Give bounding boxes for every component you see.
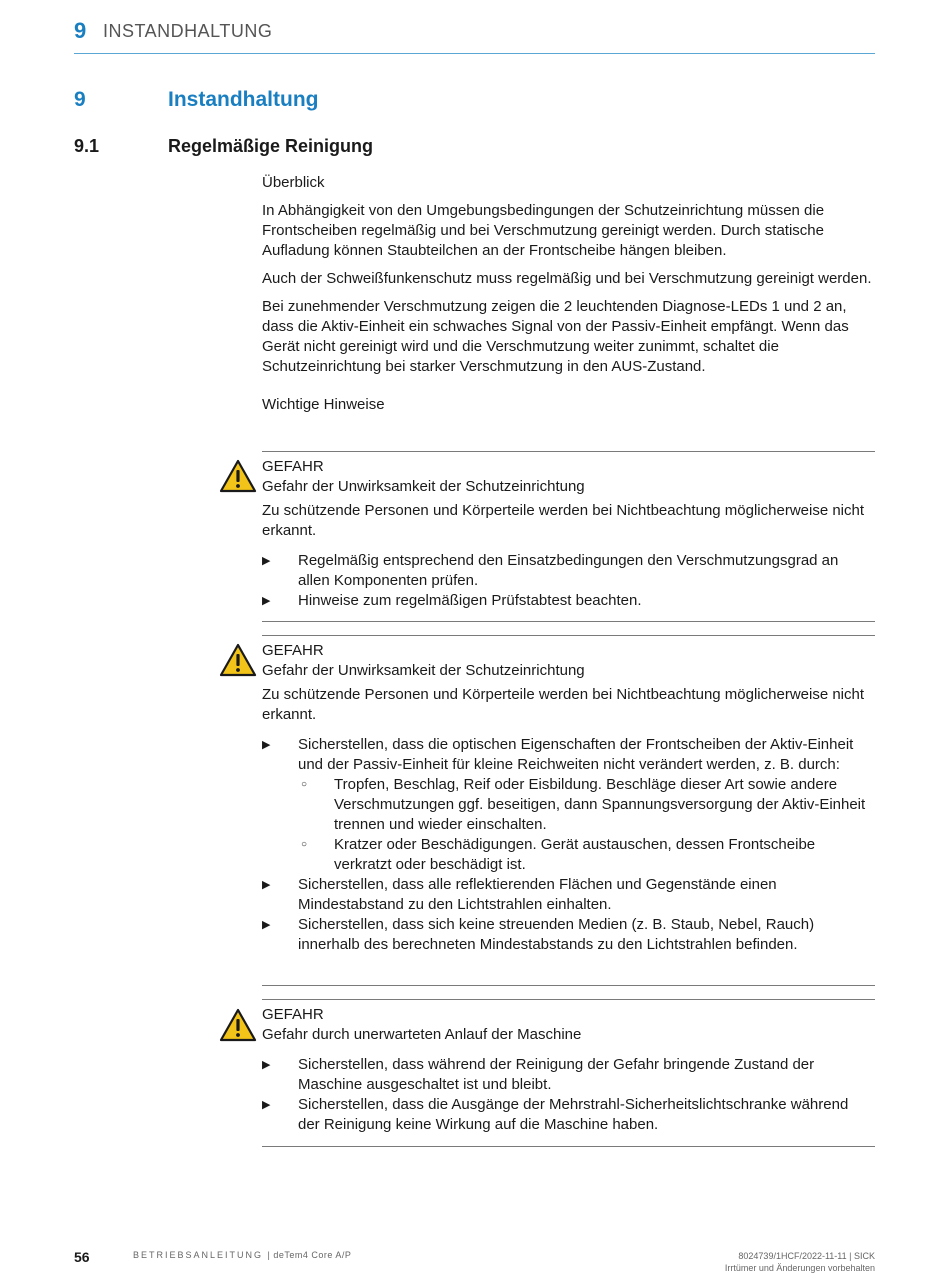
list-item: ▶ Sicherstellen, dass sich keine streuenden Medien (z. B. Staub, Nebel, Rauch) innerhalb des berechneten Mindestabstands zu den Lichtstrahlen befinden. bbox=[262, 915, 874, 955]
overview-paragraph: In Abhängigkeit von den Umgebungsbedingungen der Schutzeinrichtung müssen die Frontscheiben regelmäßig und bei Verschmutzung gereinigt werden. Durch statische Aufladung können Staubteilchen an der Frontscheibe hängen bleiben. bbox=[262, 202, 825, 259]
warning-divider bbox=[262, 1146, 875, 1147]
footer-right bbox=[725, 1250, 875, 1274]
warning-divider bbox=[262, 635, 875, 636]
warning-title: Gefahr der Unwirksamkeit der Schutzeinrichtung bbox=[262, 662, 585, 679]
list-item bbox=[262, 735, 874, 875]
heading2-title: Regelmäßige Reinigung bbox=[168, 136, 374, 156]
page-number: 56 bbox=[74, 1249, 90, 1265]
list-item: ▶ Regelmäßig entsprechend den Einsatzbedingungen den Verschmutzungsgrad an allen Komponenten prüfen. bbox=[262, 551, 874, 591]
warning-title: Gefahr durch unerwarteten Anlauf der Maschine bbox=[262, 1026, 582, 1043]
warning-divider bbox=[262, 451, 875, 452]
warning-box bbox=[262, 457, 874, 611]
warning-title: Gefahr der Unwirksamkeit der Schutzeinrichtung bbox=[262, 478, 585, 495]
footer-doc-id: 8024739/1HCF/2022-11-11 | SICK bbox=[738, 1251, 875, 1261]
warning-box bbox=[262, 1005, 874, 1135]
warning-box bbox=[262, 641, 874, 955]
warning-triangle-icon bbox=[219, 1008, 257, 1042]
warning-triangle-icon bbox=[219, 459, 257, 493]
notes-title: Wichtige Hinweise bbox=[262, 396, 385, 413]
header-divider bbox=[74, 53, 875, 54]
chapter-title: INSTANDHALTUNG bbox=[103, 21, 273, 41]
footer-product: | deTem4 Core A/P bbox=[267, 1250, 352, 1260]
heading1-title: Instandhaltung bbox=[168, 88, 319, 111]
warning-label: GEFAHR bbox=[262, 458, 324, 475]
list-item: ▶ Sicherstellen, dass alle reflektierenden Flächen und Gegenstände einen Mindestabstand zu den Lichtstrahlen einhalten. bbox=[262, 875, 874, 915]
sub-list-item: ○ Tropfen, Beschlag, Reif oder Eisbildung. Beschläge dieser Art sowie andere Verschmutzungen ggf. beseitigen, dann Spannungsversorgung der Aktiv-Einheit trennen und wieder einschalten. bbox=[298, 775, 874, 835]
warning-label: GEFAHR bbox=[262, 642, 324, 659]
warning-divider bbox=[262, 621, 875, 622]
chapter-number: 9 bbox=[74, 18, 87, 43]
footer-doc-info bbox=[133, 1250, 351, 1260]
list-item: ▶ Hinweise zum regelmäßigen Prüfstabtest beachten. bbox=[262, 591, 874, 611]
warning-triangle-icon bbox=[219, 643, 257, 677]
overview-title: Überblick bbox=[262, 174, 325, 191]
warning-text: Zu schützende Personen und Körperteile werden bei Nichtbeachtung möglicherweise nicht erkannt. bbox=[262, 502, 865, 539]
warning-divider bbox=[262, 985, 875, 986]
footer-disclaimer: Irrtümer und Änderungen vorbehalten bbox=[724, 1263, 875, 1273]
overview-paragraph: Auch der Schweißfunkenschutz muss regelmäßig und bei Verschmutzung gereinigt werden. bbox=[262, 270, 872, 287]
sub-list-item: ○ Kratzer oder Beschädigungen. Gerät austauschen, dessen Frontscheibe verkratzt oder beschädigt ist. bbox=[298, 835, 874, 875]
warning-text: Zu schützende Personen und Körperteile werden bei Nichtbeachtung möglicherweise nicht erkannt. bbox=[262, 686, 865, 723]
overview-section bbox=[262, 173, 874, 415]
footer-doc-type: BETRIEBSANLEITUNG bbox=[133, 1250, 264, 1260]
warning-label: GEFAHR bbox=[262, 1006, 324, 1023]
heading1-number: 9 bbox=[74, 88, 86, 111]
list-item: ▶ Sicherstellen, dass während der Reinigung der Gefahr bringende Zustand der Maschine ausgeschaltet ist und bleibt. bbox=[262, 1055, 874, 1095]
warning-divider bbox=[262, 999, 875, 1000]
list-item: ▶ Sicherstellen, dass die Ausgänge der Mehrstrahl-Sicherheitslichtschranke während der Reinigung keine Wirkung auf die Maschine haben. bbox=[262, 1095, 874, 1135]
overview-paragraph: Bei zunehmender Verschmutzung zeigen die 2 leuchtenden Diagnose-LEDs 1 und 2 an, dass die Aktiv-Einheit ein schwaches Signal von der Passiv-Einheit empfängt. Wenn das Gerät nicht gereinigt wird und die Verschmutzung weiter zunimmt, schaltet die Schutzeinrichtung bei starker Verschmutzung in den AUS-Zustand. bbox=[262, 298, 849, 375]
heading2-number: 9.1 bbox=[74, 136, 100, 156]
list-item-text: Sicherstellen, dass die optischen Eigenschaften der Frontscheiben der Aktiv-Einheit und der Passiv-Einheit für kleine Reichweiten nicht verändert werden, z. B. durch: bbox=[298, 736, 854, 773]
